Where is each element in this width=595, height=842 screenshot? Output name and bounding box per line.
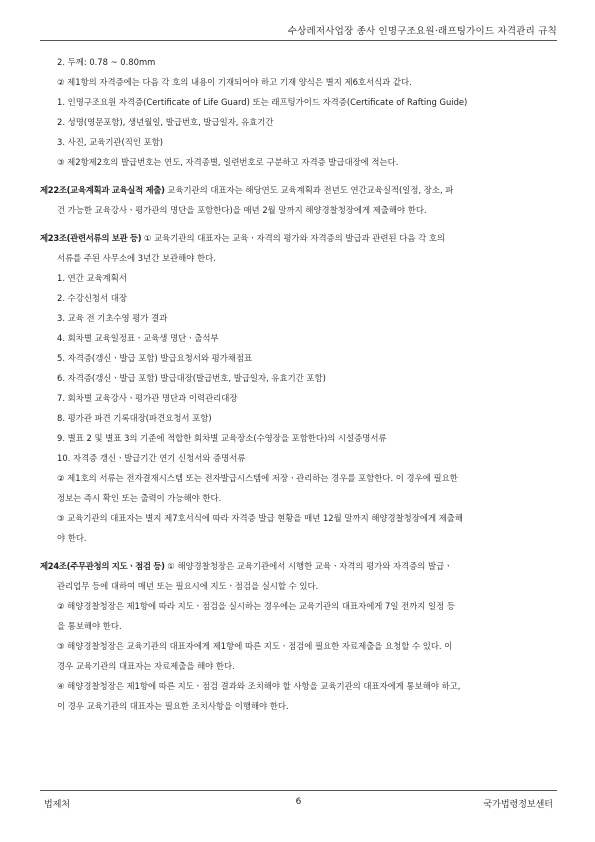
article-text: ① 해양경찰청장은 교육기관에서 시행한 교육ㆍ자격의 평가와 자격증의 발급ㆍ bbox=[164, 561, 453, 571]
page-number: 6 bbox=[295, 797, 302, 807]
text-line: ③ 해양경찰청장은 교육기관의 대표자에게 제1항에 따른 지도ㆍ점검에 필요한 자료제출을 요청할 수 있다. 이 bbox=[57, 641, 453, 651]
text-line: ④ 해양경찰청장은 제1항에 따른 지도ㆍ점검 결과와 조치해야 할 사항을 교육기관의 대표자에게 통보해야 하고, bbox=[57, 681, 461, 691]
list-item: 7. 회차별 교육강사ㆍ평가관 명단과 이력관리대장 bbox=[57, 393, 238, 403]
list-item: 6. 자격증(갱신ㆍ발급 포함) 발급대장(발급번호, 발급일자, 유효기간 포함) bbox=[57, 373, 326, 383]
text-line: 건 가능한 교육강사ㆍ평가관의 명단을 포함한다)을 매년 2월 말까지 해양경찰청장에게 제출해야 한다. bbox=[57, 205, 427, 215]
text-line: 2. 성명(영문포함), 생년월일, 발급번호, 발급일자, 유효기간 bbox=[57, 117, 274, 127]
article-text: ① 교육기관의 대표자는 교육ㆍ자격의 평가와 자격증의 발급과 관련된 다음 각 호의 bbox=[141, 233, 446, 243]
article-text: 교육기관의 대표자는 해당연도 교육계획과 전년도 연간교육실적(일정, 장소, 파 bbox=[164, 185, 454, 195]
text-line: 야 한다. bbox=[57, 533, 87, 543]
article-24 bbox=[40, 556, 557, 576]
list-item: 8. 평가관 파견 기록대장(파견요청서 포함) bbox=[57, 413, 212, 423]
text-line: 1. 인명구조요원 자격증(Certificate of Life Guard) 또는 래프팅가이드 자격증(Certificate of Rafting Guide) bbox=[57, 97, 468, 107]
article-22 bbox=[40, 180, 557, 200]
text-line: 관리업무 등에 대하여 매년 또는 필요시에 지도ㆍ점검을 실시할 수 있다. bbox=[57, 581, 319, 591]
article-23 bbox=[40, 228, 557, 248]
text-line: 이 경우 교육기관의 대표자는 필요한 조치사항을 이행해야 한다. bbox=[57, 701, 289, 711]
list-item: 1. 연간 교육계획서 bbox=[57, 273, 127, 283]
footer-site: 국가법령정보센터 bbox=[483, 800, 553, 810]
text-line: ② 해양경찰청장은 제1항에 따라 지도ㆍ점검을 실시하는 경우에는 교육기관의 대표자에게 7일 전까지 일정 등 bbox=[57, 601, 455, 611]
page-footer bbox=[40, 790, 557, 813]
text-line: 2. 두께: 0.78 ~ 0.80mm bbox=[57, 57, 156, 67]
text-line: ② 제1호의 서류는 전자결재시스템 또는 전자발급시스템에 저장ㆍ관리하는 경우를 포함한다. 이 경우에 필요한 bbox=[57, 473, 458, 483]
article-title: 제24조(주무관청의 지도ㆍ점검 등) bbox=[40, 561, 165, 571]
text-line: 을 통보해야 한다. bbox=[57, 621, 122, 631]
article-title: 제22조(교육계획과 교육실적 제출) bbox=[40, 185, 165, 195]
list-item: 3. 교육 전 기초수영 평가 결과 bbox=[57, 313, 168, 323]
text-line: 서류를 주된 사무소에 3년간 보관해야 한다. bbox=[57, 253, 216, 263]
text-line: 3. 사진, 교육기관(직인 포함) bbox=[57, 137, 164, 147]
document-body bbox=[40, 52, 557, 716]
footer-source: 법제처 bbox=[44, 800, 71, 810]
text-line: ③ 제2항제2호의 발급번호는 연도, 자격종별, 일련번호로 구분하고 자격증 발급대장에 적는다. bbox=[57, 157, 399, 167]
list-item: 4. 회차별 교육일정표ㆍ교육생 명단ㆍ출석부 bbox=[57, 333, 219, 343]
text-line: ③ 교육기관의 대표자는 별지 제7호서식에 따라 자격증 발급 현황을 매년 12월 말까지 해양경찰청장에게 제출해 bbox=[57, 513, 463, 523]
page-header bbox=[40, 20, 557, 41]
list-item: 9. 별표 2 및 별표 3의 기준에 적합한 회차별 교육장소(수영장을 포함한다)의 시설증명서류 bbox=[57, 433, 387, 443]
list-item: 2. 수강신청서 대장 bbox=[57, 293, 127, 303]
article-title: 제23조(관련서류의 보관 등) bbox=[40, 233, 142, 243]
list-item: 10. 자격증 갱신ㆍ발급기간 연기 신청서와 증명서류 bbox=[57, 453, 246, 463]
text-line: 정보는 즉시 확인 또는 출력이 가능해야 한다. bbox=[57, 493, 222, 503]
text-line: ② 제1항의 자격증에는 다음 각 호의 내용이 기재되어야 하고 기재 양식은 별지 제6호서식과 같다. bbox=[57, 77, 412, 87]
header-title: 수상레저사업장 종사 인명구조요원·래프팅가이드 자격관리 규칙 bbox=[287, 26, 557, 37]
list-item: 5. 자격증(갱신ㆍ발급 포함) 발급요청서와 평가채점표 bbox=[57, 353, 253, 363]
text-line: 경우 교육기관의 대표자는 자료제출을 해야 한다. bbox=[57, 661, 235, 671]
